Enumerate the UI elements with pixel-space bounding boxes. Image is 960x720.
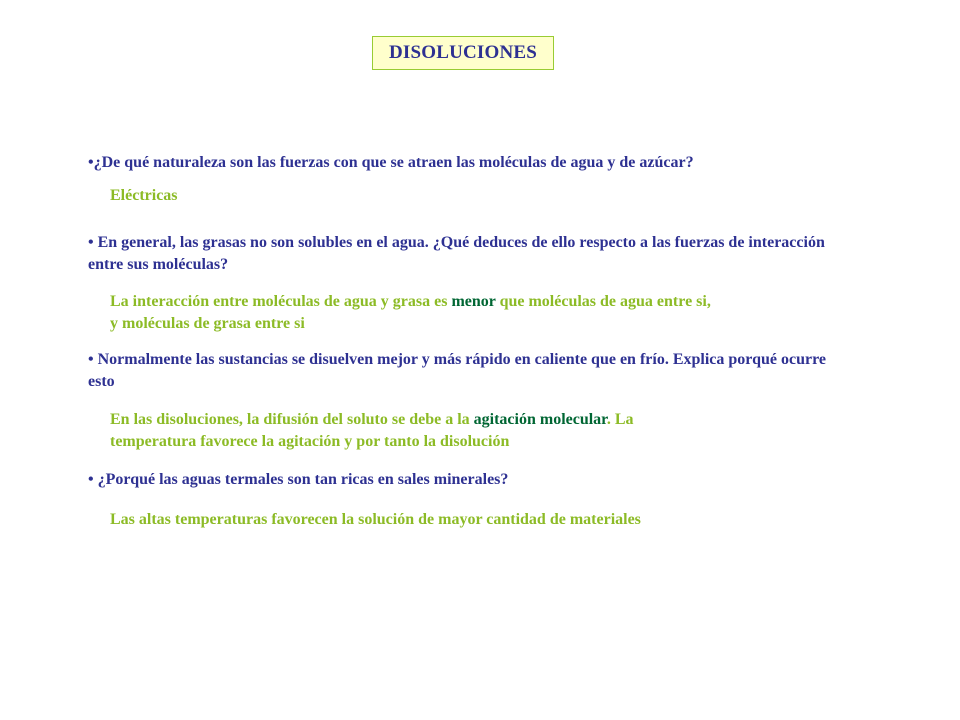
answer-3-line2: temperatura favorece la agitación y por tanto la disolución <box>110 433 510 450</box>
answer-3-text-post: . La <box>606 411 634 428</box>
question-2-text: En general, las grasas no son solubles en el agua. ¿Qué deduces de ello respecto a las fuerzas de interacción entre sus moléculas? <box>88 234 825 273</box>
question-2 <box>88 232 848 276</box>
answer-1-text: Eléctricas <box>110 187 178 204</box>
question-3 <box>88 349 848 393</box>
slide-title <box>372 36 554 70</box>
question-1 <box>88 152 848 174</box>
answer-2-highlight: menor <box>451 293 496 310</box>
answer-3 <box>110 409 830 453</box>
answer-2-text-post: que moléculas de agua entre si, <box>495 293 711 310</box>
answer-2-line2: y moléculas de grasa entre si <box>110 315 305 332</box>
answer-2-text-pre: La interacción entre moléculas de agua y grasa es <box>110 293 452 310</box>
question-4 <box>88 469 848 491</box>
question-1-text: ¿De qué naturaleza son las fuerzas con que se atraen las moléculas de agua y de azúcar? <box>93 154 694 171</box>
bullet-2: • <box>88 234 94 251</box>
question-3-text: Normalmente las sustancias se disuelven mejor y más rápido en caliente que en frío. Explica porqué ocurre esto <box>88 351 827 390</box>
answer-2 <box>110 291 830 335</box>
answer-3-highlight: agitación molecular <box>473 411 607 428</box>
answer-3-text-pre: En las disoluciones, la difusión del soluto se debe a la <box>110 411 474 428</box>
slide-title-text: DISOLUCIONES <box>388 42 538 63</box>
bullet-1: • <box>88 154 94 171</box>
answer-4-text: Las altas temperaturas favorecen la solución de mayor cantidad de materiales <box>110 511 641 528</box>
bullet-4: • <box>88 471 94 488</box>
question-4-text: ¿Porqué las aguas termales son tan ricas en sales minerales? <box>97 471 509 488</box>
answer-4 <box>110 509 830 531</box>
answer-1 <box>110 185 830 207</box>
bullet-3: • <box>88 351 94 368</box>
